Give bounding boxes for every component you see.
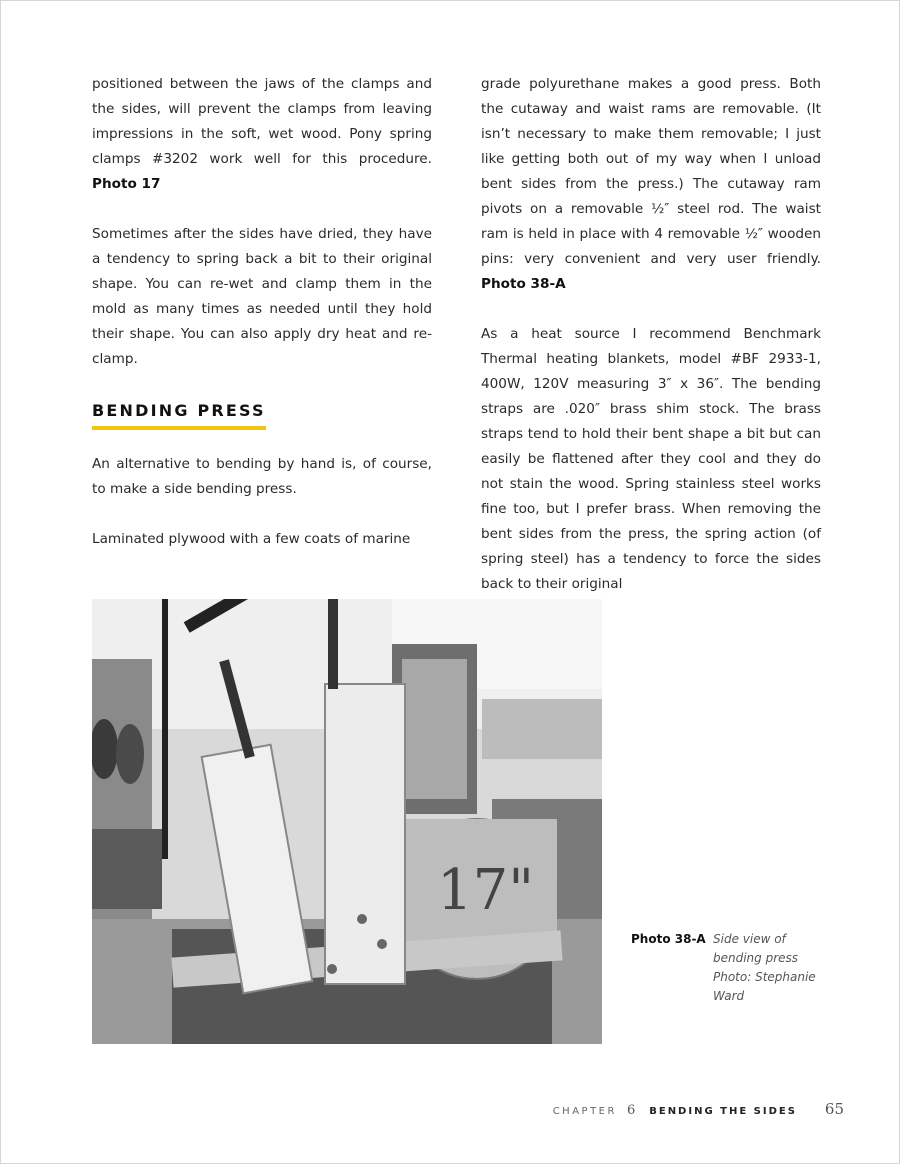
- section-heading: BENDING PRESS: [92, 398, 266, 430]
- right-column: [481, 72, 821, 622]
- chapter-number: 6: [626, 1103, 636, 1118]
- mold-label: 17": [437, 858, 535, 923]
- page-footer: [553, 1100, 844, 1118]
- paragraph: [481, 72, 821, 297]
- page-number: 65: [824, 1100, 844, 1118]
- caption-credit: Photo: Stephanie Ward: [713, 970, 816, 1003]
- paragraph: An alternative to bending by hand is, of course, to make a side bending press.: [92, 456, 432, 497]
- paragraph: [92, 72, 432, 197]
- chapter-label: CHAPTER: [552, 1106, 617, 1117]
- photo-reference: Photo 38-A: [481, 276, 566, 292]
- left-column: [92, 72, 432, 577]
- paragraph-text: grade polyurethane makes a good press. Both the cutaway and waist rams are removable. (It isn’t necessary to make them removable; I just like getting both out of my way when I unload bent sides from the press.) The cutaway ram pivots on a removable ½″ steel rod. The waist ram is held in place with 4 removable ½″ wooden pins: very convenient and very user friendly.: [481, 76, 821, 267]
- paragraph: Sometimes after the sides have dried, they have a tendency to spring back a bit to their original shape. You can re-wet and clamp them in the mold as many times as needed until they hold their shape. You can also apply dry heat and re-clamp.: [92, 226, 432, 367]
- paragraph: Laminated plywood with a few coats of marine: [92, 531, 411, 547]
- chapter-title: BENDING THE SIDES: [649, 1106, 797, 1117]
- paragraph: As a heat source I recommend Benchmark Thermal heating blankets, model #BF 2933-1, 400W, 120V measuring 3″ x 36″. The bending straps are .020″ brass shim stock. The brass straps tend to hold their bent shape a bit but can easily be flattened after they cool and they do not stain the wood. Spring stainless steel works fine too, but I prefer brass. When removing the bent sides from the press, the spring action (of spring steel) has a tendency to force the sides back to their original: [481, 326, 821, 592]
- section-heading-wrap: [92, 397, 432, 430]
- caption-label: Photo 38-A: [631, 932, 706, 946]
- caption-text: Side view of bending press: [713, 932, 799, 965]
- bending-press-photo: [92, 599, 602, 1044]
- photo-reference: Photo 17: [92, 176, 161, 192]
- paragraph-text: positioned between the jaws of the clamps and the sides, will prevent the clamps from leaving impressions in the soft, wet wood. Pony spring clamps #3202 work well for this procedure.: [92, 76, 432, 167]
- photo-illustration: [92, 599, 602, 1044]
